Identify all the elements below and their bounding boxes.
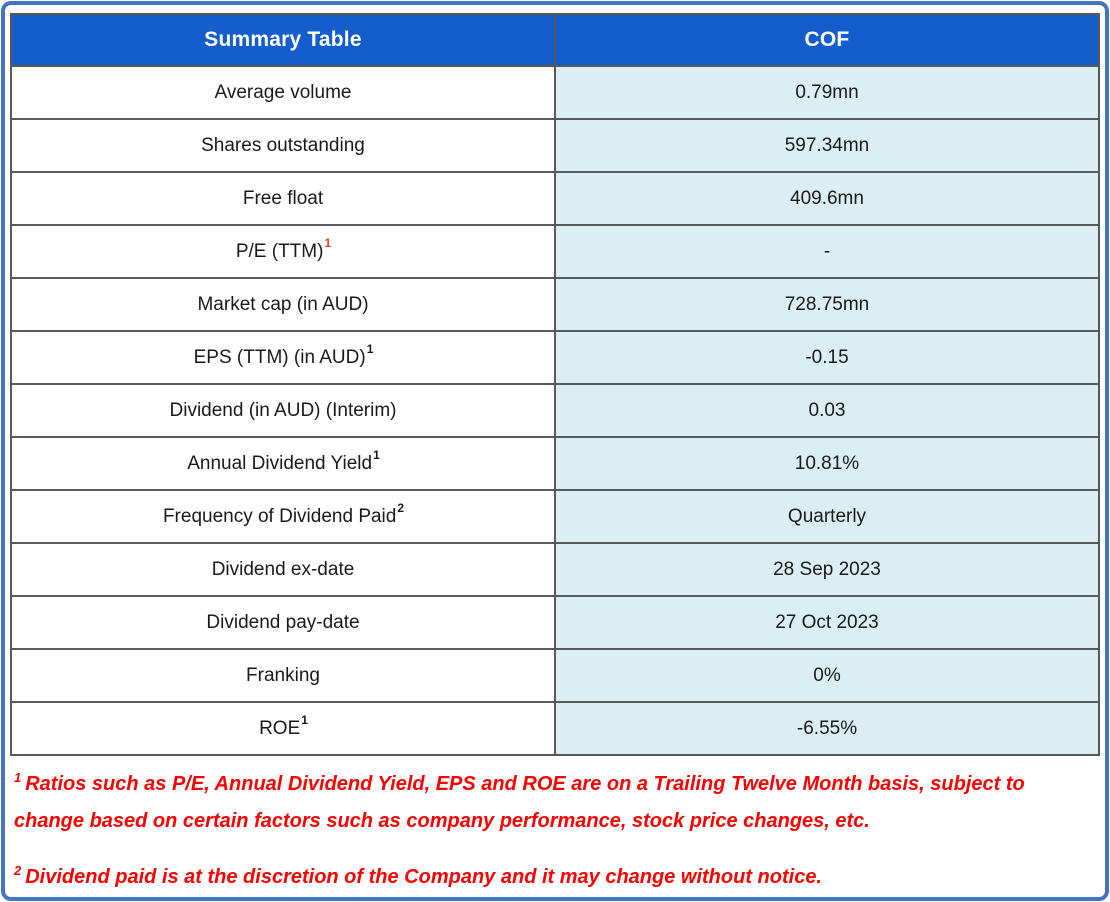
metric-label-cell: Dividend (in AUD) (Interim) <box>11 384 555 437</box>
table-row <box>11 172 1099 225</box>
metric-value-cell: 0% <box>555 649 1099 702</box>
metric-value-cell: - <box>555 225 1099 278</box>
table-row <box>11 66 1099 119</box>
table-row <box>11 649 1099 702</box>
metric-value-cell: -6.55% <box>555 702 1099 755</box>
footnote-marker: 2 <box>14 863 22 879</box>
metric-value-cell: Quarterly <box>555 490 1099 543</box>
header-cell-ticker: COF <box>555 14 1099 66</box>
footnote-marker-superscript: 1 <box>324 236 332 251</box>
metric-value-cell: 0.79mn <box>555 66 1099 119</box>
table-row <box>11 596 1099 649</box>
metric-label-cell: EPS (TTM) (in AUD)$^1$ <box>11 331 555 384</box>
metric-value-cell: 409.6mn <box>555 172 1099 225</box>
metric-value-cell: 27 Oct 2023 <box>555 596 1099 649</box>
metric-label-cell: ROE$^1$ <box>11 702 555 755</box>
summary-table-head <box>11 14 1099 66</box>
metric-value-cell: 597.34mn <box>555 119 1099 172</box>
metric-label-cell: Free float <box>11 172 555 225</box>
footnote-marker-superscript: 1 <box>366 342 374 357</box>
table-row <box>11 702 1099 755</box>
metric-label-cell: Dividend pay-date <box>11 596 555 649</box>
table-row <box>11 384 1099 437</box>
summary-table-body <box>11 66 1099 755</box>
metric-value-cell: 10.81% <box>555 437 1099 490</box>
metric-label-cell: Annual Dividend Yield$^1$ <box>11 437 555 490</box>
metric-label-cell: Shares outstanding <box>11 119 555 172</box>
table-row <box>11 225 1099 278</box>
metric-value-cell: 0.03 <box>555 384 1099 437</box>
metric-label-cell: Average volume <box>11 66 555 119</box>
metric-label-cell: P/E (TTM)$^1$ <box>11 225 555 278</box>
footnote: $^1$ Ratios such as P/E, Annual Dividend Yield, EPS and ROE are on a Trailing Twelve Month basis, subject to change based on certain factors such as company performance, stock price changes, etc. <box>14 770 1025 832</box>
metric-label-cell: Dividend ex-date <box>11 543 555 596</box>
metric-label-cell: Market cap (in AUD) <box>11 278 555 331</box>
table-row <box>11 490 1099 543</box>
footnote-marker-superscript: 1 <box>301 713 308 728</box>
table-row <box>11 278 1099 331</box>
footnote-marker: 1 <box>14 770 22 786</box>
table-row <box>11 119 1099 172</box>
footnote-marker-superscript: 2 <box>397 501 405 516</box>
table-row <box>11 331 1099 384</box>
metric-value-cell: -0.15 <box>555 331 1099 384</box>
header-cell-summary-table: Summary Table <box>11 14 555 66</box>
footnote: $^2$ Dividend paid is at the discretion of the Company and it may change without notice. <box>14 863 822 888</box>
summary-table <box>10 13 1100 756</box>
table-row <box>11 437 1099 490</box>
metric-label-cell: Frequency of Dividend Paid$^2$ <box>11 490 555 543</box>
table-row <box>11 543 1099 596</box>
metric-value-cell: 28 Sep 2023 <box>555 543 1099 596</box>
metric-label-cell: Franking <box>11 649 555 702</box>
content-area <box>10 13 1100 890</box>
header-row <box>11 14 1099 66</box>
metric-value-cell: 728.75mn <box>555 278 1099 331</box>
footnote-marker-superscript: 1 <box>373 448 380 463</box>
footnotes-section <box>10 756 1100 890</box>
